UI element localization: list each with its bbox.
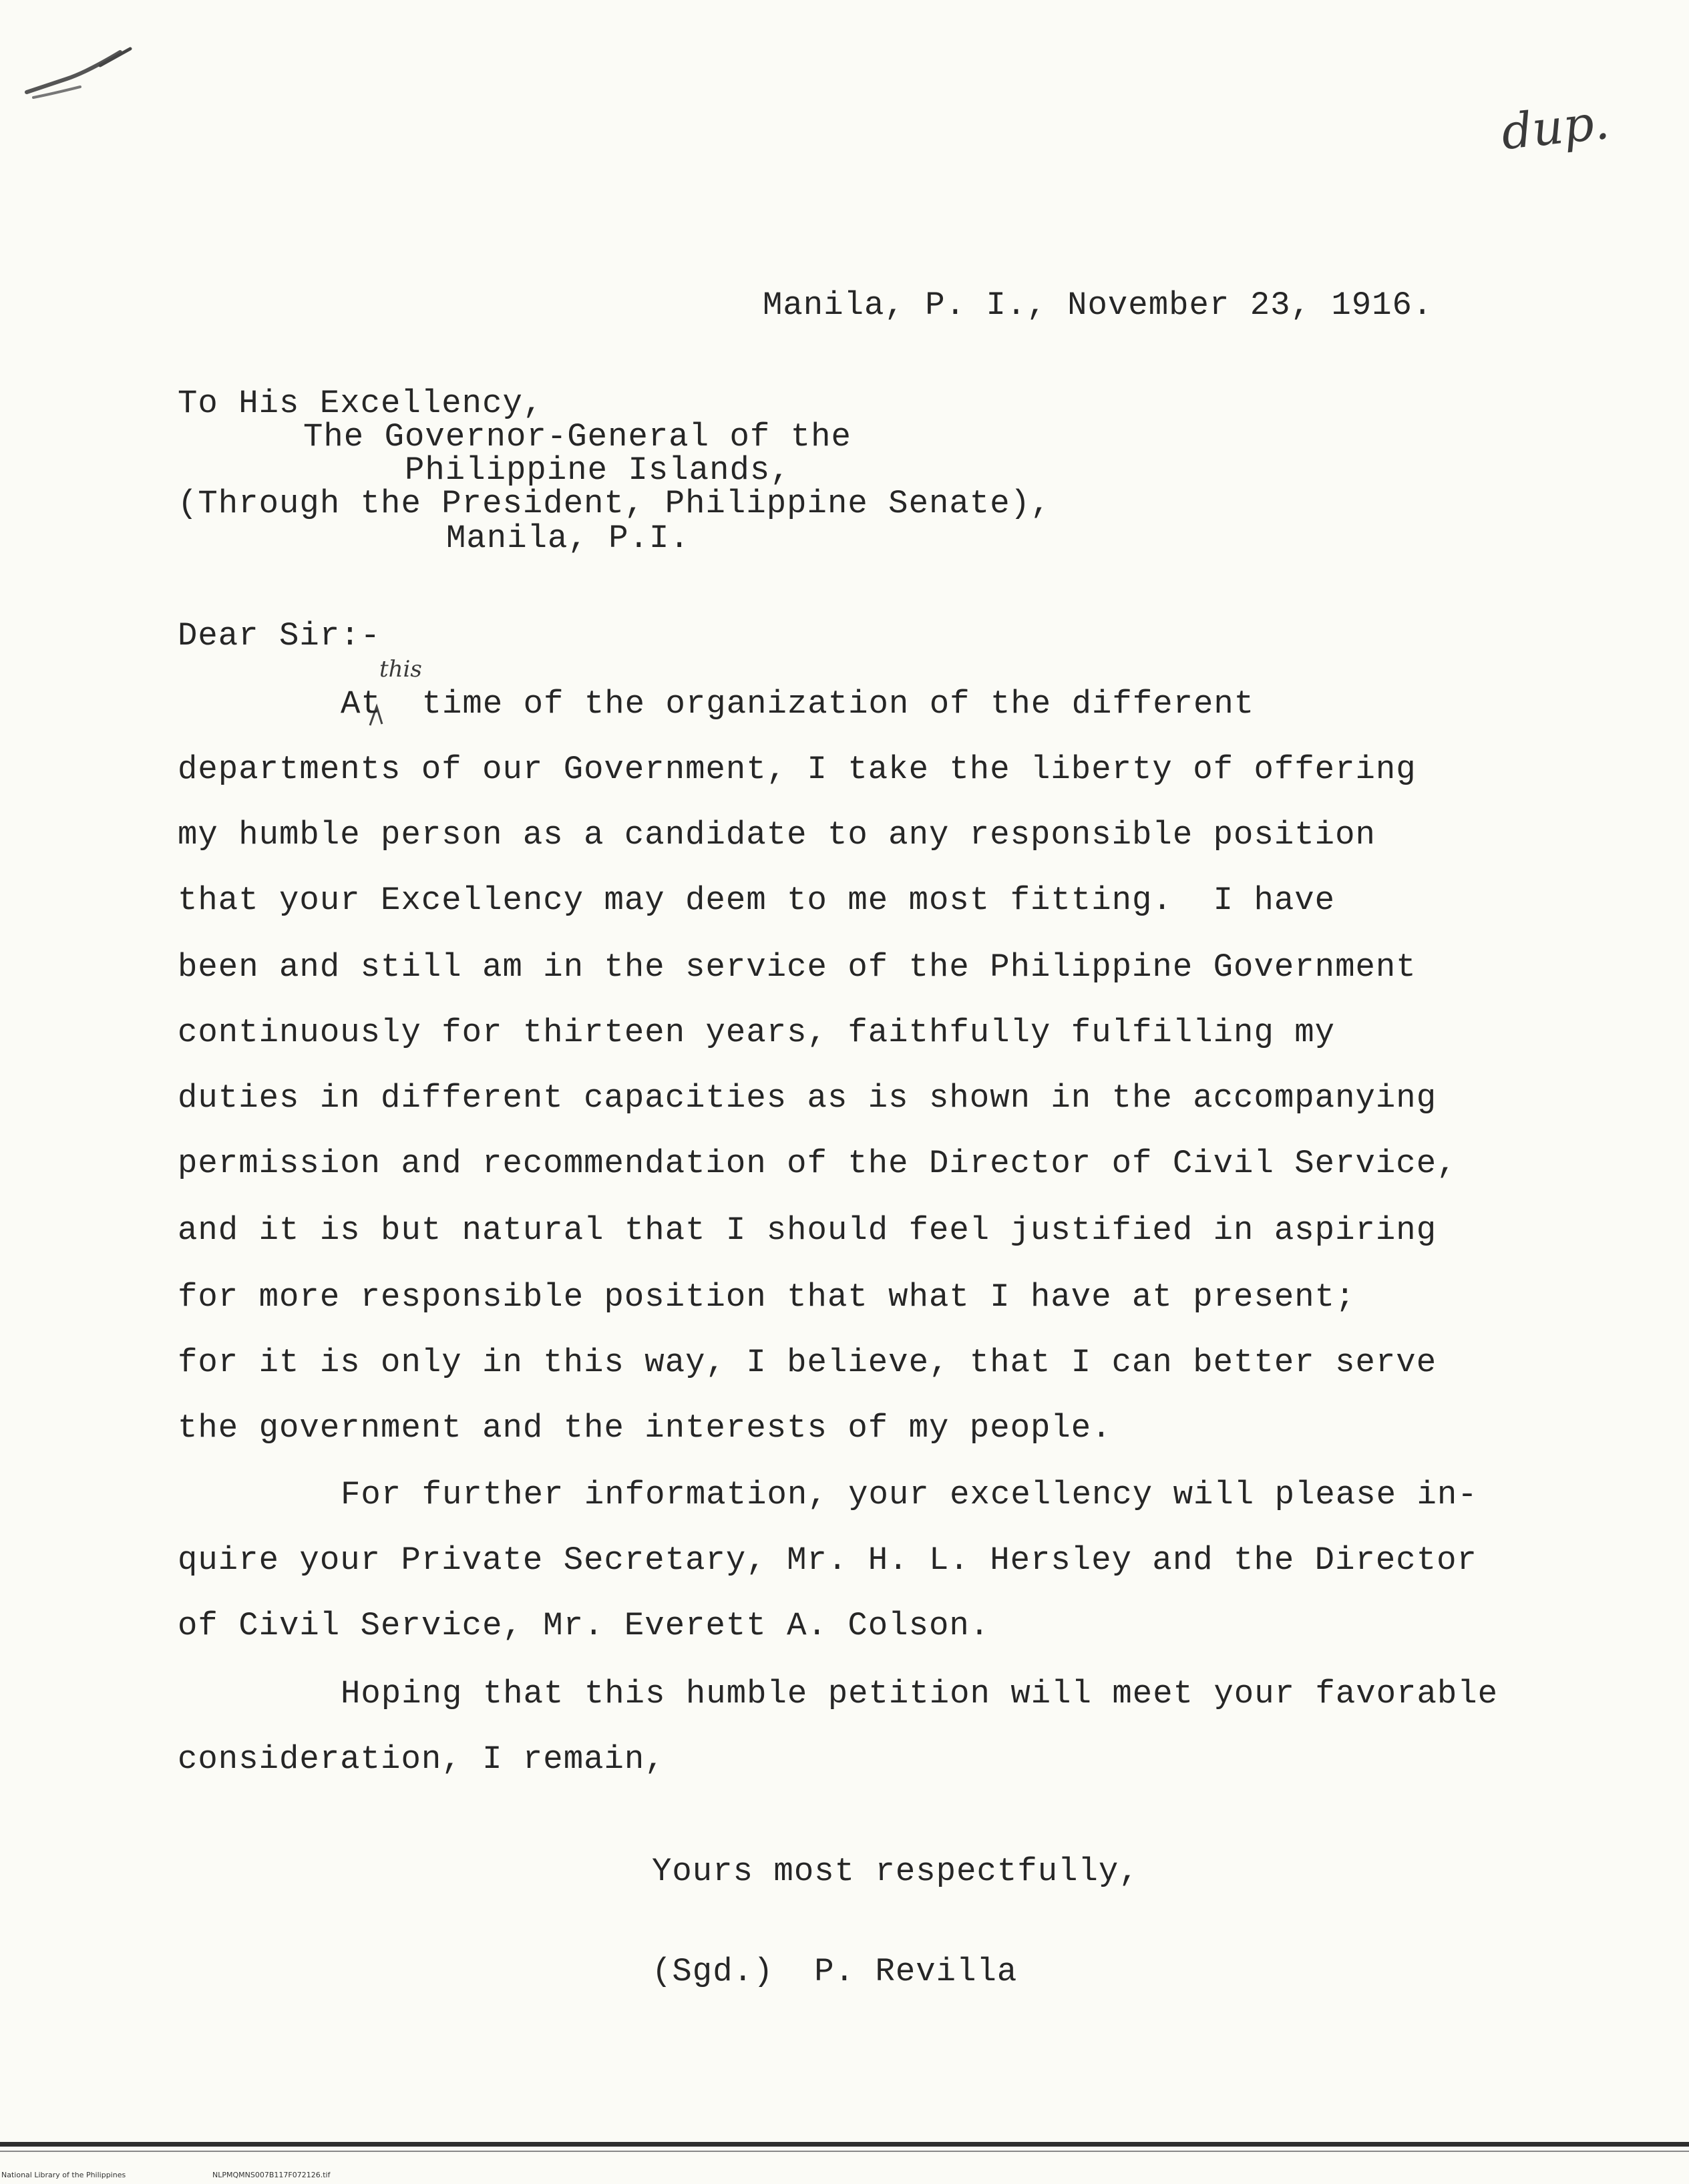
- body-line: continuously for thirteen years, faithfully fulfilling my: [178, 1014, 1336, 1051]
- address-line-3: Philippine Islands,: [405, 451, 791, 489]
- signature: (Sgd.) P. Revilla: [652, 1953, 1018, 1990]
- dateline: Manila, P. I., November 23, 1916.: [763, 287, 1433, 324]
- address-line-1: To His Excellency,: [178, 385, 544, 422]
- body-line: consideration, I remain,: [178, 1741, 665, 1778]
- footer-institution: National Library of the Philippines: [1, 2171, 126, 2179]
- handwritten-insertion: this: [379, 656, 422, 683]
- body-line: and it is but natural that I should feel justified in aspiring: [178, 1212, 1437, 1249]
- body-line: departments of our Government, I take the liberty of offering: [178, 751, 1417, 788]
- body-line: For further information, your excellency will please in-: [341, 1476, 1478, 1513]
- body-line: been and still am in the service of the Philippine Government: [178, 948, 1417, 986]
- body-line: that your Excellency may deem to me most fitting. I have: [178, 882, 1336, 919]
- body-line: for more responsible position that what I have at present;: [178, 1278, 1356, 1316]
- address-line-4: (Through the President, Philippine Senate),: [178, 485, 1051, 522]
- body-line: of Civil Service, Mr. Everett A. Colson.: [178, 1607, 990, 1644]
- closing: Yours most respectfully,: [652, 1853, 1139, 1890]
- scan-border-thin: [0, 2151, 1689, 2152]
- body-line: for it is only in this way, I believe, that I can better serve: [178, 1344, 1437, 1381]
- footer-file: NLPMQMNS007B117F072126.tif: [212, 2171, 331, 2179]
- body-line: my humble person as a candidate to any responsible position: [178, 816, 1376, 854]
- body-line: duties in different capacities as is shown in the accompanying: [178, 1079, 1437, 1117]
- body-line: the government and the interests of my people.: [178, 1409, 1112, 1447]
- ink-smudge: [20, 45, 140, 106]
- body-line: At time of the organization of the different: [341, 685, 1255, 723]
- body-line: Hoping that this humble petition will meet your favorable: [341, 1675, 1499, 1712]
- salutation: Dear Sir:-: [178, 617, 381, 655]
- body-line: permission and recommendation of the Director of Civil Service,: [178, 1145, 1457, 1182]
- address-line-2: The Governor-General of the: [303, 418, 852, 456]
- scan-border: [0, 2142, 1689, 2147]
- margin-note-dup: dup.: [1499, 93, 1612, 161]
- address-line-5: Manila, P.I.: [446, 520, 690, 557]
- body-line: quire your Private Secretary, Mr. H. L. Hersley and the Director: [178, 1541, 1477, 1579]
